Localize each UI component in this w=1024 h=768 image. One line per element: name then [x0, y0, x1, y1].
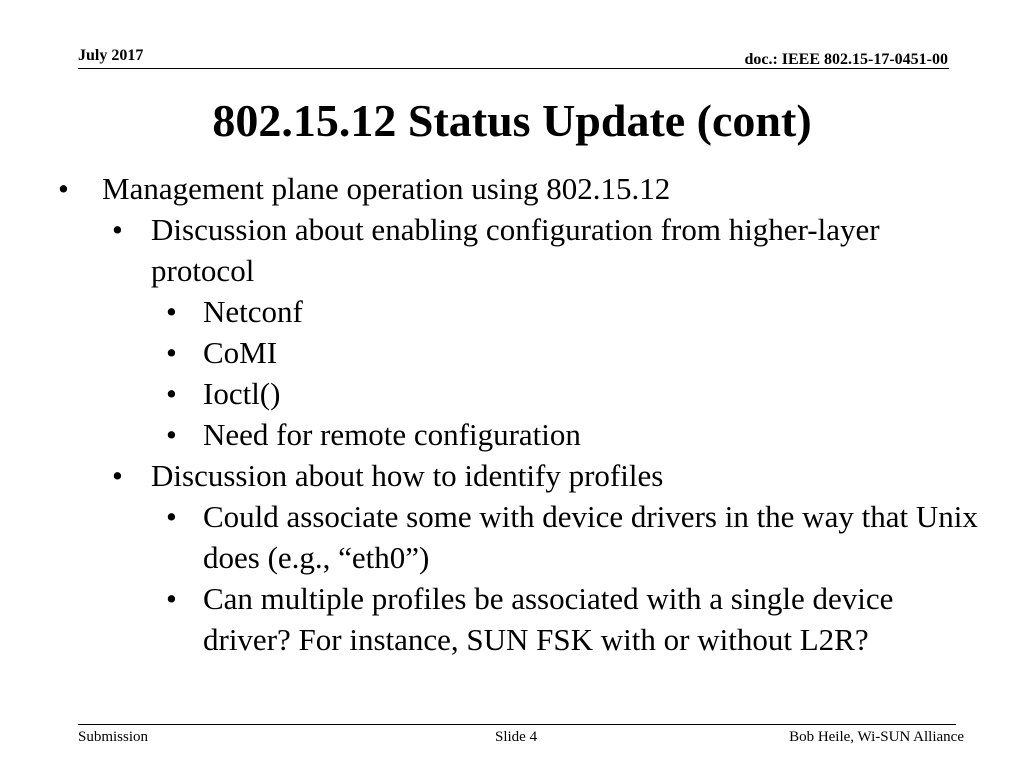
bullet-text: Management plane operation using 802.15.12	[102, 171, 671, 206]
bullet-glyph: •	[166, 417, 177, 452]
header-divider	[78, 68, 949, 69]
bullet-text: Need for remote configuration	[203, 417, 581, 452]
footer-slide-number: Slide 4	[495, 729, 538, 745]
bullet-text: Netconf	[203, 294, 303, 329]
bullet-glyph: •	[58, 171, 69, 206]
bullet-text: Discussion about how to identify profiles	[151, 458, 664, 493]
bullet-text: CoMI	[203, 335, 278, 370]
bullet-glyph: •	[166, 376, 177, 411]
bullet-glyph: •	[166, 499, 177, 534]
bullet-text: Ioctl()	[203, 376, 281, 411]
bullet-glyph: •	[166, 294, 177, 329]
bullet-glyph: •	[166, 335, 177, 370]
slide-title: 802.15.12 Status Update (cont)	[212, 95, 812, 146]
bullet-glyph: •	[112, 458, 123, 493]
bullet-glyph: •	[166, 581, 177, 616]
footer-author: Bob Heile, Wi-SUN Alliance	[789, 729, 964, 745]
bullet-text: Discussion about enabling configuration from higher-layer protocol	[151, 212, 880, 288]
footer-divider	[78, 724, 956, 725]
header-date: July 2017	[78, 47, 144, 64]
header-doc-id: doc.: IEEE 802.15-17-0451-00	[744, 51, 948, 68]
bullet-text: Can multiple profiles be associated with a single device driver? For instance, SUN FSK with or without L2R?	[203, 581, 894, 657]
bullet-text: Could associate some with device drivers in the way that Unix does (e.g., “eth0”)	[203, 499, 978, 575]
footer-submission: Submission	[78, 729, 149, 745]
bullet-glyph: •	[112, 212, 123, 247]
